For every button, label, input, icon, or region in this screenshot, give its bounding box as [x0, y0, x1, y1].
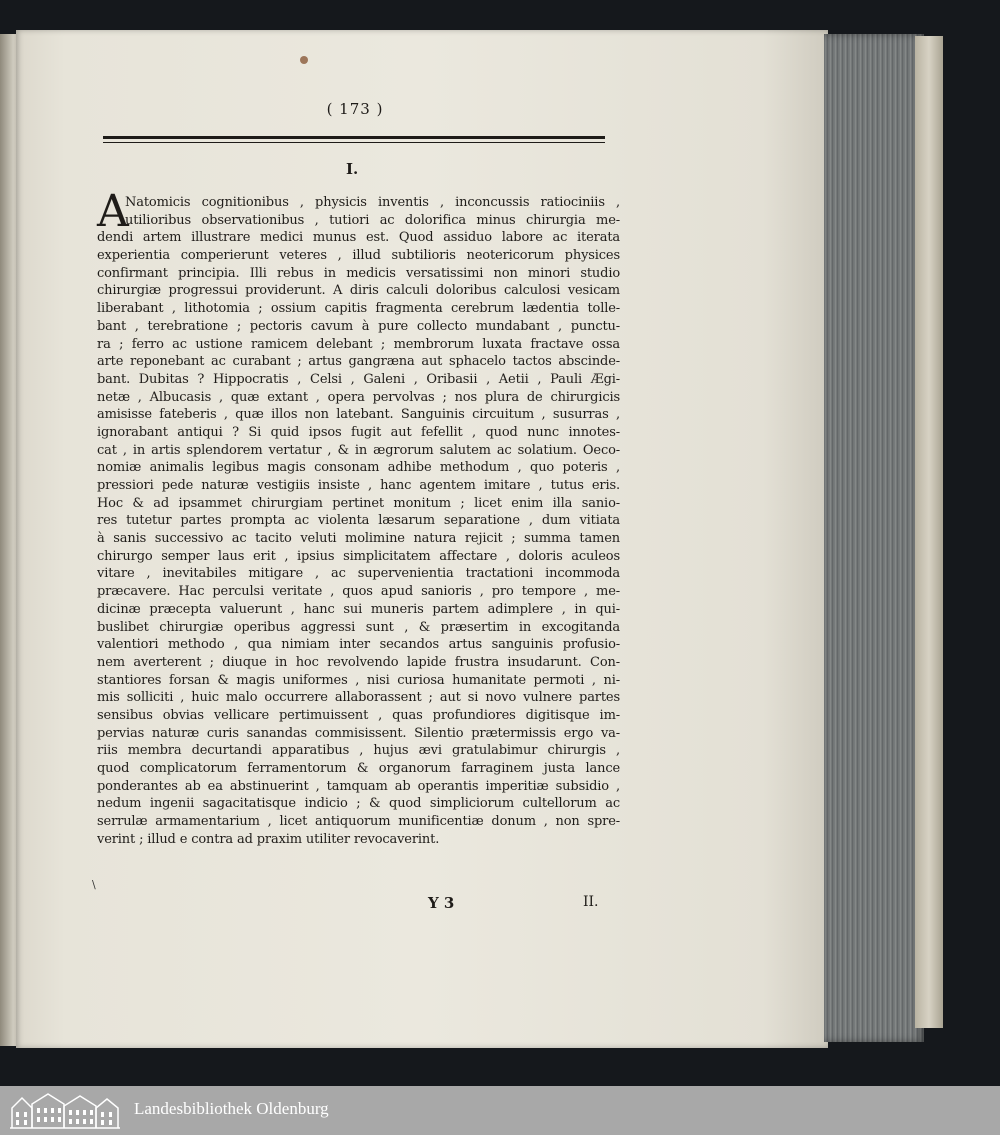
text-line: ponderantes ab ea abstinuerint , tamquam ab operantis imperitiæ subsidio ,: [97, 778, 620, 794]
text-line: à sanis successivo ac tacito veluti molimine natura rejicit ; summa tamen: [97, 531, 620, 547]
text-line: buslibet chirurgiæ operibus aggressi sunt , & præsertim in excogitanda: [97, 619, 620, 635]
text-line: nedum ingenii sagacitatisque indicio ; & quod simpliciorum cultellorum ac: [97, 796, 620, 812]
library-building-icon: [8, 1090, 123, 1130]
signature-mark: Y 3: [428, 894, 455, 912]
text-line: præcavere. Hac perculsi veritate , quos apud sanioris , pro tempore , me-: [97, 584, 620, 600]
footer-bar: [0, 1086, 1000, 1135]
text-line: vitare , inevitabiles mitigare , ac supervenientia tractationi incommoda: [97, 566, 620, 582]
text-line: pervias naturæ curis sanandas commisissent. Silentio prætermissis ergo va-: [97, 725, 620, 741]
text-line: chirurgo semper laus erit , ipsius simplicitatem affectare , doloris aculeos: [97, 548, 620, 564]
section-heading: I.: [346, 160, 359, 178]
text-line: utilioribus observationibus , tutiori ac dolorifica minus chirurgia me-: [125, 212, 620, 228]
text-line: bant , terebratione ; pectoris cavum à pure collecto mundabant , punctu-: [97, 318, 620, 334]
text-line: Hoc & ad ipsammet chirurgiam pertinet monitum ; licet enim illa sanio-: [97, 495, 620, 511]
text-line: verint ; illud e contra ad praxim utiliter revocaverint.: [97, 831, 440, 847]
text-line: netæ , Albucasis , quæ extant , opera pervolvas ; nos plura de chirurgicis: [97, 389, 620, 405]
text-line: amisisse fateberis , quæ illos non latebant. Sanguinis circuitum , susurras ,: [97, 407, 620, 423]
text-line: Natomicis cognitionibus , physicis inventis , inconcussis ratiociniis ,: [125, 195, 620, 210]
text-line: bant. Dubitas ? Hippocratis , Celsi , Galeni , Oribasii , Aetii , Pauli Ægi-: [97, 371, 620, 387]
book-fore-edge: [824, 34, 924, 1042]
body-text: [97, 194, 620, 848]
header-rule: [103, 136, 605, 139]
text-line: arte reponebant ac curabant ; artus gangræna aut sphacelo tactos abscinde-: [97, 354, 620, 370]
text-line: pressiori pede naturæ vestigiis insiste , hanc agentem imitare , tutus eris.: [97, 478, 620, 493]
text-line: dendi artem illustrare medici munus est. Quod assiduo labore ac iterata: [97, 230, 620, 246]
book-cover-edge: [915, 36, 943, 1028]
drop-cap: A: [97, 186, 129, 237]
catchword: II.: [583, 894, 599, 910]
text-line: valentiori methodo , qua nimiam inter secandos artus sanguinis profusio-: [97, 637, 620, 653]
text-line: experientia comperierunt veteres , illud subtilioris neotericorum physices: [97, 248, 620, 264]
text-line: liberabant , lithotomia ; ossium capitis fragmenta cerebrum lædentia tolle-: [97, 301, 620, 317]
text-line: serrulæ armamentarium , licet antiquorum munificentiæ donum , non spre-: [97, 814, 620, 830]
running-head: ( 173 ): [326, 100, 384, 118]
text-line: mis solliciti , huic malo occurrere allaborassent ; aut si novo vulnere partes: [97, 690, 620, 706]
text-line: confirmant principia. Illi rebus in medicis versatissimi non minori studio: [97, 265, 620, 281]
library-name: Landesbibliothek Oldenburg: [134, 1099, 329, 1118]
text-line: riis membra decurtandi apparatibus , hujus ævi gratulabimur chirurgis ,: [97, 743, 620, 759]
text-line: ra ; ferro ac ustione ramicem delebant ; membrorum luxata fractave ossa: [97, 336, 620, 352]
text-line: sensibus obvias vellicare pertimuissent , quas profundiores digitisque im-: [97, 707, 620, 723]
header-rule-thin: [103, 142, 605, 143]
text-line: cat , in artis splendorem vertatur , & in ægrorum salutem ac solatium. Oeco-: [97, 442, 620, 458]
text-line: ignorabant antiqui ? Si quid ipsos fugit aut fefellit , quod nunc innotes-: [97, 424, 620, 440]
margin-mark: \: [92, 878, 96, 891]
text-line: nem averterent ; diuque in hoc revolvendo lapide frustra insudarunt. Con-: [97, 654, 620, 670]
text-line: nomiæ animalis legibus magis consonam adhibe methodum , quo poteris ,: [97, 460, 620, 476]
text-line: dicinæ præcepta valuerunt , hanc sui muneris partem adimplere , in qui-: [97, 601, 620, 617]
foxing-spot: [300, 56, 308, 64]
text-line: chirurgiæ progressui providerunt. A diris calculi doloribus calculosi vesicam: [97, 283, 620, 299]
text-line: stantiores forsan & magis uniformes , nisi curiosa humanitate permoti , ni-: [97, 672, 620, 688]
text-line: res tutetur partes prompta ac violenta læsarum separatione , dum vitiata: [97, 513, 620, 529]
text-line: quod complicatorum ferramentorum & organorum farraginem justa lance: [97, 761, 620, 776]
